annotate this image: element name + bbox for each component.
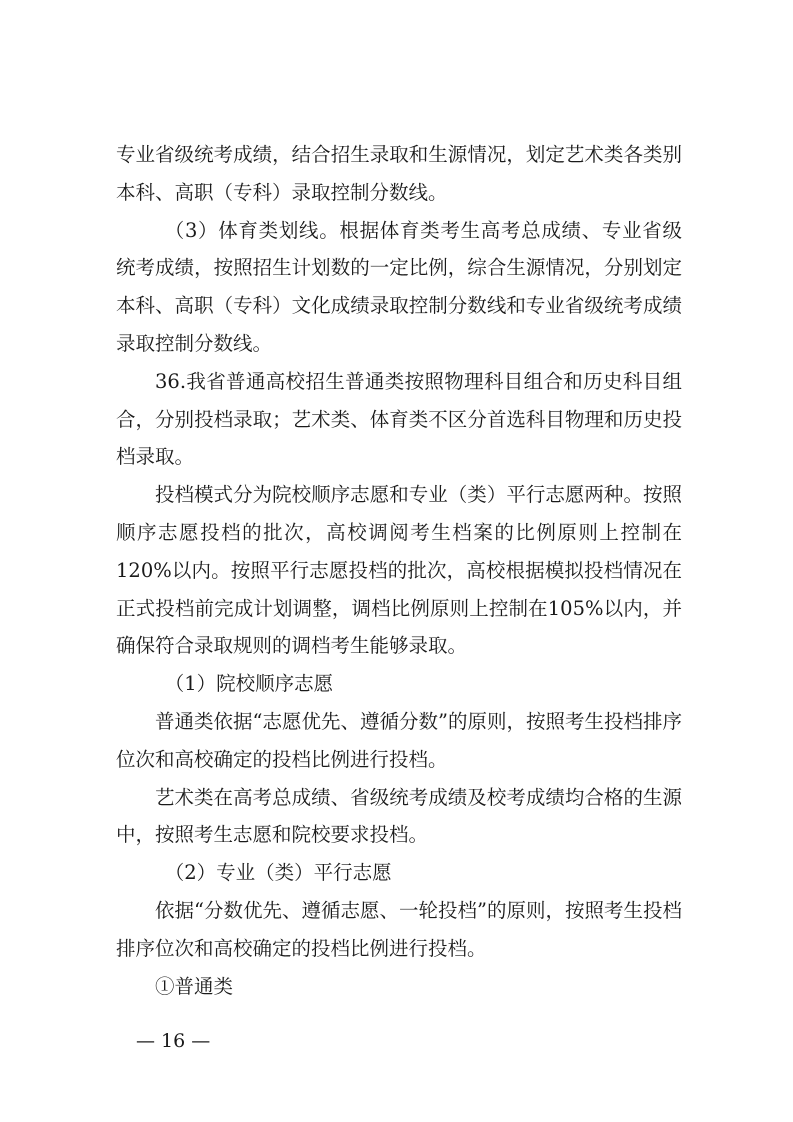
paragraph-1: 专业省级统考成绩，结合招生录取和生源情况，划定艺术类各类别本科、高职（专科）录取控制分数线。	[116, 143, 682, 204]
paragraph-6: 普通类依据“志愿优先、遵循分数”的原则，按照考生投档排序位次和高校确定的投档比例进行投档。	[116, 709, 682, 771]
paragraph-2: （3）体育类划线。根据体育类考生高考总成绩、专业省级统考成绩，按照招生计划数的一定比例，综合生源情况，分别划定本科、高职（专科）文化成绩录取控制分数线和专业省级统考成绩录取控制分数线。	[116, 218, 682, 355]
paragraph-4: 投档模式分为院校顺序志愿和专业（类）平行志愿两种。按照顺序志愿投档的批次，高校调阅考生档案的比例原则上控制在120%以内。按照平行志愿投档的批次，高校根据模拟投档情况在正式投档前完成计划调整，调档比例原则上控制在105%以内，并确保符合录取规则的调档考生能够录取。	[116, 483, 682, 658]
page-number: — 16 —	[136, 1030, 211, 1052]
paragraph-5: （1）院校顺序志愿	[164, 672, 334, 696]
paragraph-8: （2）专业（类）平行志愿	[164, 861, 392, 885]
paragraph-7: 艺术类在高考总成绩、省级统考成绩及校考成绩均合格的生源中，按照考生志愿和院校要求投档。	[116, 785, 682, 847]
paragraph-3: 36.我省普通高校招生普通类按照物理科目组合和历史科目组合，分别投档录取；艺术类、体育类不区分首选科目物理和历史投档录取。	[116, 369, 682, 469]
document-body	[116, 136, 682, 1005]
paragraph-10: ①普通类	[155, 974, 234, 998]
paragraph-9: 依据“分数优先、遵循志愿、一轮投档”的原则，按照考生投档排序位次和高校确定的投档比例进行投档。	[116, 898, 682, 960]
